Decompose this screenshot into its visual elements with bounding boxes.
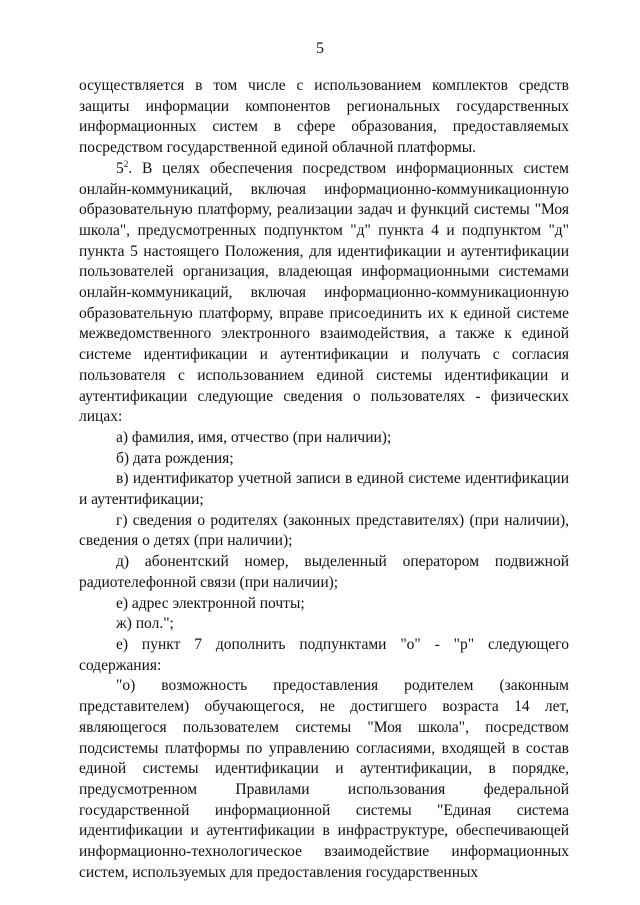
paragraph-item-5-2 bbox=[79, 159, 569, 428]
page-number: 5 bbox=[316, 40, 324, 57]
list-item-zh: ж) пол."; bbox=[116, 615, 174, 633]
list-item-b: б) дата рождения; bbox=[116, 449, 234, 467]
list-item-e: е) адрес электронной почты; bbox=[116, 594, 305, 612]
document-body bbox=[79, 76, 569, 883]
item-number: 5 bbox=[116, 159, 124, 177]
paragraph-continuation: осуществляется в том числе с использованием комплектов средств защиты информации компонентов региональных государственных информационных систем в сфере образования, предоставляемых посредством государственной единой облачной платформы. bbox=[79, 77, 569, 157]
list-item-v: в) идентификатор учетной записи в единой системе идентификации и аутентификации; bbox=[79, 470, 569, 509]
list-item-g: г) сведения о родителях (законных представителях) (при наличии), сведения о детях (при наличии); bbox=[79, 511, 569, 550]
subitem-o: "о) возможность предоставления родителем (законным представителем) обучающегося, не достигшего возраста 14 лет, являющегося пользователем системы "Моя школа", посредством подсистемы платформы по управлению согласиями, входящей в состав единой системы идентификации и аутентификации, в порядке, предусмотренном Правилами использования федеральной государственной информационной системы "Единая система идентификации и аутентификации в инфраструктуре, обеспечивающей информационно-технологическое взаимодействие информационных систем, используемых для предоставления государственных bbox=[79, 677, 569, 881]
amendment-item-e: е) пункт 7 дополнить подпунктами "о" - "р" следующего содержания: bbox=[79, 635, 569, 674]
item-number-superscript: 2 bbox=[123, 158, 129, 169]
list-item-d: д) абонентский номер, выделенный оператором подвижной радиотелефонной связи (при наличии); bbox=[79, 553, 569, 591]
paragraph-text: . В целях обеспечения посредством информационных систем онлайн-коммуникаций, включая информационно-коммуникационную образовательную платформу, реализации задач и функций системы "Моя школа", предусмотренных подпунктом "д" пункта 4 и подпунктом "д" пункта 5 настоящего Положения, для идентификации и аутентификации пользователей организация, владеющая информационными системами онлайн-коммуникаций, включая информационно-коммуникационную образовательную платформу, вправе присоединить их к единой системе межведомственного электронного взаимодействия, а также к единой системе идентификации и аутентификации и получать с согласия пользователя с использованием единой системы идентификации и аутентификации следующие сведения о пользователях - физических лицах: bbox=[79, 159, 569, 426]
list-item-a: а) фамилия, имя, отчество (при наличии); bbox=[116, 428, 392, 446]
